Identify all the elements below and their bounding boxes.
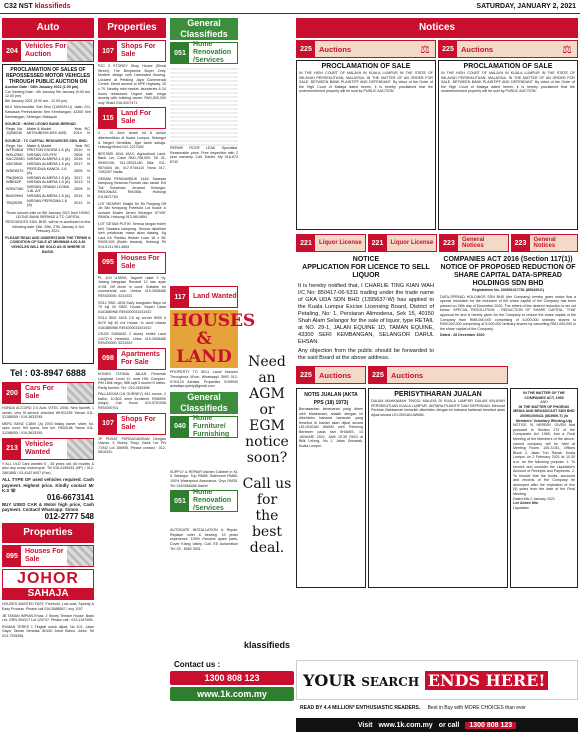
listing-honda: HONDA ACCORD 2.0 Auto VITEC 2006, New facelift, 1 owner, very fit service checked WHG2156 Yaman 011-31288055 / 019-3633295. bbox=[2, 406, 94, 420]
auto-column bbox=[2, 18, 94, 639]
table-row: WBK62P NISSAN ALMERA 1.5 (A) 2013 N bbox=[6, 180, 90, 185]
page-date: SATURDAY, JANUARY 2, 2021 bbox=[476, 3, 576, 10]
category-liquor-license-1[interactable]: 221 Liquor License bbox=[296, 234, 366, 252]
table-row: WDE8370 PERODUA KANCIL 1.6 (A) 2005 N bbox=[6, 166, 90, 176]
listing-property-to-sell: PROPERTY TO SELL Land/ Houses/ Throughout M'sia. Whatsapp/ SMS 012-5791124 Azhalia. Properties 0195040 azhaliaproperty@gmail.com bbox=[170, 370, 238, 389]
listing-merc: MERC BENZ C180K (A) 2003 Malay owner, silver, ful-spec cond, fell specs, low km. RM26,8k Yanus 011-31288055 / 019-3633295. bbox=[2, 421, 94, 435]
category-auctions-4[interactable]: 225 Auctions bbox=[368, 366, 508, 384]
listing-lot-nearby: LOT NEARBY Masjid Sri Bir Panjang Off Jln Bkt Kerayong Freehold Lot house & orchard Mukim Jeram Selangor 67'x90' RM40k. Hubungi 013-9814854 bbox=[98, 201, 166, 220]
page-code: C32 NST klassifieds bbox=[4, 3, 71, 10]
proclamation-notice-1: PROCLAMATION OF SALE IN THE HIGH COURT OF MALAYA IN KUALA LUMPUR IN THE STATE OF WILAYAH PERSEKUTUAN, MALAYSIA. IN THE MATTER OF AN ORDER FOR SALE. BETWEEN BANK PLAINTIFF AND DEFENDANT. By virtue of the Order of the High Court of Malaya dated herein, it is hereby proclaimed that the undermentioned property will be sold by PUBLIC AUCTION. bbox=[296, 60, 436, 230]
spacer bbox=[170, 164, 238, 284]
category-houses-for-sale-2[interactable]: 095 Houses For Sale bbox=[98, 252, 166, 274]
proclamation-notice-2: PROCLAMATION OF SALE IN THE HIGH COURT OF MALAYA IN KUALA LUMPUR IN THE STATE OF WILAYAH PERSEKUTUAN, MALAYSIA. IN THE MATTER OF AN ORDER FOR SALE. BETWEEN BANK PLAINTIFF AND DEFENDANT. By virtue of the Order of the High Court of Malaya dated herein, it is hereby proclaimed that the undermentioned property will be sold by PUBLIC AUCTION. bbox=[438, 60, 578, 230]
auction-proclamation-ad: PROCLAMATION OF SALES OF REPOSSESSED MOTOR VEHICLES THROUGH PUBLIC AUCTION ON Auction Date : 08th January 2021 (1.00 pm) Car Viewing Date : 4th January 9th January (9.00 am-12.00 pm) 8th January 2021 (9.00 am - 12.00 pm) MLV Merchandise Sdn Bhd (1169029-U) Jalan G/1, Kawasan Perindustrian Seri Kembangan, 43300 Seri Kembangan, Selangor, Malaysia SOURCE : HONG LEONG BANK BERHAD Regn. No. Make & Model Year RC JQN8230 MITSUBISHI ASX 4WD 2014 N SOURCE : TC CAPITAL RESOURCES SDN. BHD. Regn. No. Make & Model Year RC WTR4816 PROTON EXORA 1.6 (A) 2010 N WKU2552 NISSAN SYLPHY 2008 N SAC2006C NISSAN ALMERA 1.5 (A) 2016 N VAC9840 NISSAN ALMERA 1.5 (A) 2017 N WDE8370 PERODUA KANCIL 1.6 (A) 2005 N PNQ6603 NISSAN ALMERA 1.5 (A) 2017 N WBK62P NISSAN ALMERA 1.5 (A) 2013 N WSN7160 NISSAN GRAND LIVINA 1.8L A/T 2009 N BMG9994 NISSAN ALMERA 1.5 (A) 2014 N TBQ9295 NISSAN PERSONA 1.6 (A) 2012 N Those unsold units on 8th January 2021 from HONG LEONG BANK BERHAD & TC CAPITAL RESOURCES SDN. BHD. will be re-auctioned on the following date 13th, 20th, 27th January & 3rd February 2021. PLEASE READ AND UNDERSTAND THE TERMS & CONDITION OF SALE AT MINIMUM 4.00 A.M. VEHICLES WILL BE SOLD AS IS WHERE IS BASIS. bbox=[2, 64, 94, 364]
car-thumbnail-icon bbox=[67, 41, 93, 61]
footer-contact: Visit www.1k.com.my or call 1300 808 123 bbox=[296, 718, 578, 732]
share-capital-notice: COMPANIES ACT 2016 (Section 117(1)) NOTICE OF PROPOSED REDUCTION OF SHARE CAPITAL DATA-SPREAD HOLDINGS SDN BHD Registration No. 200901017781 (859435-K) DATA-SPREAD HOLDINGS SDN BHD (the Company) hereby gives notice that a special resolution for the reduction of the share capital of the Company has been passed on 28th day of December 2020. The extent of the desired reduction is set out below: SPECIAL RESOLUTION - REDUCTION OF SHARE CAPITAL. THAT approval be and is hereby given for the Company to reduce the share capital of the Company from RM6,000,000 comprising of 6,000,000 ordinary shares to RM5,000,000 comprising of 5,000,000 ordinary shares by cancelling RM1,000,000 in the share capital of the Company. Dated : 28 December 2020 bbox=[440, 256, 576, 338]
notis-jualan: NOTIS JUALAN (AKTA PPS (18) 1973) Berdasarkan kebenaran yang diberi oleh Mahkamah, adalah dengan ini diberitahu bahawa hartanah yang tersebut di bawah akan dijual secara LELONGAN AWAM oleh Pelelong Berlesen pada hari KHAMIS, 14 JANUARI 2021, JAM 10.30 PAGI di Bilik Lelong, No 1, Jalan Semarak, Kuala Lumpur. bbox=[296, 388, 366, 588]
table-row: BMG9994 NISSAN ALMERA 1.5 (A) 2014 N bbox=[6, 194, 90, 199]
listing-buy: BUY USED CAR & Motor high price, Cash payment. Contact/ Whatsapp: Simon bbox=[2, 501, 94, 513]
general-classifieds-column bbox=[170, 18, 256, 551]
listing-repair-roof: REPAIR ROOF LEAK Specialist. Reasonable price. Free inspection with 2 year warranty. Call. Daniel. My 016-673 8742. bbox=[170, 146, 238, 164]
car-thumbnail-icon bbox=[67, 383, 93, 403]
page-header bbox=[0, 0, 580, 14]
auto-section-header: Auto bbox=[2, 18, 94, 38]
table-row: TBQ9295 NISSAN PERSONA 1.6 (A) 2012 N bbox=[6, 198, 90, 208]
listing-usj20: USJ20 SUBANG 2 storey endlot Land 14x72+4 Herefold. Urina 019-2836466 RENO0000. 5231922 bbox=[98, 332, 166, 346]
listing-houses-wanted: HOUSES WANTED FAST, Freehold, Low-cost, Speedy & Easy Process. Please call 016-5588587 / ecy 1157 bbox=[2, 602, 94, 611]
perisytiharan-jualan: PERISYTIHARAN JUALAN DALAM MAHKAMAH TINGGI MALAYA DI KUALA LUMPUR DALAM WILAYAH PERSEKUTUAN KUALA LUMPUR. ANTARA PLAINTIF DAN DEFENDAN. Menurut Perintah Mahkamah bertarikh diberitahu dengan ini bahawa hartanah tersebut akan dijual secara LELONGAN AWAM. bbox=[368, 388, 508, 588]
members-winding-up-notice: IN THE MATTER OF THE COMPANIES ACT, 1965 AND IN THE MATTER OF PHOENIX MEDIA AND BROADCAST SDN BHD 200901005411 (863989-T) (In Members' Voluntary Winding-Up) NOTICE IS HEREBY GIVEN that pursuant to Section 272 of the Companies Act 1965, that a Final Meeting of the Members of the above-named company will be held at Meeting Room, 100-3.041, Offices Block 2, Jalan Tun Razak, Kuala Lumpur on 2 February 2021 at 10.30 a.m. for the following purpose: 1. To receive and consider the Liquidator's Account of Receipts and Payments. 2. To resolve that the books, accounts and records of the Company be destroyed after the expiration of five (5) years from the date of the Final Meeting. Dated this 2 January 2021 Lee Aimee Min Liquidator bbox=[510, 388, 578, 588]
listing-plm: PL JLN UTARA, 3sgoret raket 2 riy. Jarang bangulan Renault 12 sas ayan 4+28. Off Move in cond. Suitable for commercial use. Urbina 019-2836466 RENO0000. 5231922 bbox=[98, 275, 166, 298]
table-row: WKU2552 NISSAN SYLPHY 2008 N bbox=[6, 152, 90, 157]
properties-mid-section-header: Properties bbox=[98, 18, 166, 38]
footer-phone[interactable]: 1300 808 123 bbox=[465, 722, 516, 729]
agm-ad-footer bbox=[240, 640, 294, 650]
banner-tagline: READ BY 4.4 MILLION* ENTHUSIASTIC READERS. Best in Buy with MORE CHOICES than ever bbox=[300, 705, 526, 711]
vehicle-table-2: Regn. No. Make & Model Year RC WTR4816 PROTON EXORA 1.6 (A) 2010 N WKU2552 NISSAN SYLPHY 2008 N SAC2006C NISSAN ALMERA 1.5 (A) 2016 N VAC9840 NISSAN ALMERA 1.5 (A) 2017 N WDE8370 PERODUA KANCIL 1.6 (A) 2005 N PNQ6603 NISSAN ALMERA 1.5 (A) 2017 N WBK62P NISSAN ALMERA 1.5 (A) 2013 N WSN7160 NISSAN GRAND LIVINA 1.8L A/T 2009 N BMG9994 NISSAN ALMERA 1.5 (A) 2014 N TBQ9295 NISSAN PERSONA 1.6 (A) 2012 N bbox=[6, 143, 90, 208]
category-houses-for-sale[interactable]: 095 Houses For Sale bbox=[2, 545, 94, 567]
listing-taman-impian: JB TAMAN IMPIAN Emas. 2 Storey Terrace House. Bank Let. GRN 394317 Lot 125747. Please call : 013-1347655. bbox=[2, 613, 94, 623]
houses-land-ad: HOUSES & LAND bbox=[172, 311, 256, 368]
notices-section-header: Notices bbox=[296, 18, 578, 38]
spacer bbox=[170, 514, 238, 528]
table-row: JQN8230 MITSUBISHI ASX 4WD 2014 N bbox=[6, 131, 90, 136]
table-row: WTR4816 PROTON EXORA 1.6 (A) 2010 N bbox=[6, 148, 90, 153]
listing-palladium: PALLADIUM (LN GURNEY) 941 rooms, 2 baths. 10,803 semi furnished RM650K (nego) Call Kuusi 019-5751058 RENO00701 bbox=[98, 392, 166, 411]
listing-supply-repair: SUPPLY & REPAIR kitchen Cabinet in KL & Selangor. Top RM85. Bathroom RM65, 100% Waterproof Assurance. Oryx RM35. Tel: 0163366486 Daniel bbox=[170, 469, 238, 488]
renovation-image bbox=[170, 66, 238, 146]
listing-autogate: AUTOGATE INSTALLATION & Repair. Replace roller & bearing. 19 years experience. 100% Genuine spare parts. Cover Klang Valley. Call. EE Automation Tel: 03 - 8062 3931. bbox=[170, 528, 238, 551]
properties-column bbox=[98, 18, 166, 455]
category-vehicles-wanted[interactable]: 213 Vehicles Wanted bbox=[2, 438, 94, 460]
spacer bbox=[170, 440, 238, 470]
gavel-icon: ⚖ bbox=[420, 43, 430, 56]
phone-number-2[interactable]: 012-2777 548 bbox=[44, 512, 94, 522]
category-home-renovation[interactable]: 051 Home Renovation /Services bbox=[170, 42, 238, 64]
car-thumbnail-icon bbox=[67, 439, 93, 459]
footer-website[interactable]: www.1k.com.my bbox=[378, 721, 433, 729]
listing-ss12: SS12 SBG JAYA Sal/y bangulam Bayo lot 79 tnjl 30 SIMC House. Seperl Utara 0161880966 RENO00031531922 bbox=[98, 300, 166, 314]
vehicle-table-1: Regn. No. Make & Model Year RC JQN8230 MITSUBISHI ASX 4WD 2014 N bbox=[6, 126, 90, 136]
category-shops-for-sale[interactable]: 107 Shops For Sale bbox=[98, 40, 166, 62]
house-thumbnail-icon bbox=[67, 546, 93, 566]
listing-lot-getam: LOT GETAM PUTIH. Semua tangan boleh beli. Saasara kampung. Semua dipelihari oleh pelaburan masa akan datang. Kg Lara Kb Rantau Hisban Luas 18 x 56' RM35,000 (Boleh lewarai). Hubungi Ph 014-5131.981.4854 bbox=[98, 222, 166, 249]
klassifieds-logo: klassifieds bbox=[243, 640, 291, 650]
table-row: PNQ6603 NISSAN ALMERA 1.5 (A) 2017 N bbox=[6, 175, 90, 180]
category-auctions-1[interactable]: 225 Auctions ⚖ bbox=[296, 40, 436, 58]
listing-p2c: P2C 3 STOREY Shop House (Shoal Street), The Benjamins Buyer Only. Modern design with Laminated flooring. Located at Petaling Jaya Commercial Centre. Direct access to NPE Highway. 20 x 70. Nearby mini market, launderies & 24 hours restaurant. Urgent sale: mega density with building owner. RM1,600,000 only Ghani 016-6207471 bbox=[98, 64, 166, 105]
listing-land1: 3 - 10 Acre tanah lot & dusun diberhentikan di Kuala Lumpur, Selangor & Negeri Sembilan. Ajar tarah sahaja. Hubungi Mohd 012-2217269 bbox=[98, 131, 166, 150]
need-agm-ad: Need an AGM or EGM notice soon? Call us for the best deal. bbox=[242, 354, 292, 556]
category-general-notices-2[interactable]: 223 General Notices bbox=[511, 234, 579, 252]
contact-phone[interactable]: 1300 808 123 bbox=[170, 671, 294, 685]
liquor-licence-notice: NOTICE APPLICATION FOR LICENCE TO SELL LIQUOR It is hereby notified that, I CHARLIE TING KIAN WAH I/C No: 850417-06-5311 trading under the trade name of GKA UDA SDN BHD (1395637-W) has applied to the Kuala Lumpur Excise Licensing Board, District of Petaling, No: 1, Persiaran Alimodena, Sek 15, 40150 Shah Alam Selangor for the sale of liquor, type RETAIL at NO. 29-1, JALAN EQUINE 1D, TAMAN EQUINE, 43300 SERI KEMBANGAN, SELANGOR DARUL EHSAN. Any objection from the public should be forwarded to the said Board at the above address. bbox=[298, 256, 434, 361]
category-auctions-2[interactable]: 225 Auctions ⚖ bbox=[438, 40, 578, 58]
notices-column bbox=[296, 18, 578, 590]
brand-logo: klassifieds bbox=[34, 3, 71, 10]
phone-number-1[interactable]: 016-6673141 bbox=[46, 492, 94, 502]
contact-box: Contact us : 1300 808 123 www.1k.com.my bbox=[170, 660, 294, 703]
listing-gebam: GEBAM PENDAMBLIK 14AC Saasara kampung Besenta Rumah dan tanah Ext Tok Sukaiman Jerantut Selangor. RM100k/AC RM150k. Hubungi 0113671763 bbox=[98, 176, 166, 200]
category-liquor-license-2[interactable]: 221 Liquor License bbox=[368, 234, 438, 252]
category-land-wanted[interactable]: 117 Land Wanted bbox=[170, 286, 238, 308]
category-shops-for-sale-2[interactable]: 107 Shops For Sale bbox=[98, 413, 166, 435]
listing-all-old: !! ALL OLD Cars wanted 5 - 35 years old. All models & also any scrap motorcycle. Tel 016-4199433 (HP) / 012-2661885 / 03-4142 6007 (Fax) bbox=[2, 461, 94, 475]
category-home-renovation-2[interactable]: 051 Home Renovation /Services bbox=[170, 490, 238, 512]
your-search-banner: YOUR SEARCH ENDS HERE! bbox=[296, 660, 578, 700]
listing-all-type: ALL TYPE OF used vehicles required. Cash payment. Highest price. Kindly contact Mr K.S ☏ bbox=[2, 477, 94, 493]
contact-website[interactable]: www.1k.com.my bbox=[170, 687, 294, 701]
category-cars-for-sale[interactable]: 200 Cars For Sale bbox=[2, 382, 94, 404]
agm-ad-column bbox=[240, 350, 294, 560]
listing-ss14: SS14 SBG JAYA 2.5 dy corner 6000 d 5x79 tnjl 40 rml House. In cond Utaras 0161880966 RENO00031531922 bbox=[98, 316, 166, 330]
general-classifieds-header-2: General Classifieds bbox=[170, 392, 238, 414]
category-auctions-3[interactable]: 225 Auctions bbox=[296, 366, 366, 384]
johor-sahaja-ad: JOHOR SAHAJA bbox=[2, 569, 94, 600]
listing-bestari: BESTARI JAYA 10AC, Agricultural Land, Bank Let, Cash RM1,798,000. Tel 01-59492108, 011-39321180 Bila, 011-9874454 Ali, 017-9740410 Hana 017-7493257 Nadia. bbox=[98, 151, 166, 175]
general-classifieds-header: General Classifieds bbox=[170, 18, 238, 40]
listing-ruman-teres: RUMAN TERES 1 Tingkat untuk dijual, No 101, Jalan Gaya, Taman Sentosa, 80150 Johor Bahru, Johor. Tel 013-7205396. bbox=[2, 624, 94, 638]
gavel-icon: ⚖ bbox=[562, 43, 572, 56]
category-vehicles-for-auction[interactable]: 204 Vehicles For Auction bbox=[2, 40, 94, 62]
properties-section-header: Properties bbox=[2, 523, 94, 543]
category-apartments-for-sale[interactable]: 098 Apartments For Sale bbox=[98, 348, 166, 370]
table-row: WSN7160 NISSAN GRAND LIVINA 1.8L A/T 2009 N bbox=[6, 184, 90, 194]
listing-jp-pusat: JP PUSAT PERDAGANGAN Dengan Utama. 3 Storey Shop. Bank Let PN 71942 Lot 156955. Please contact : 012-5815331. bbox=[98, 436, 166, 455]
table-row: VAC9840 NISSAN ALMERA 1.5 (A) 2017 N bbox=[6, 161, 90, 166]
auction-phone[interactable]: Tel : 03-8947 6888 bbox=[10, 368, 86, 378]
category-land-for-sale[interactable]: 115 Land For Sale bbox=[98, 107, 166, 129]
category-general-notices-1[interactable]: 223 General Notices bbox=[439, 234, 509, 252]
table-row: SAC2006C NISSAN ALMERA 1.5 (A) 2016 N bbox=[6, 157, 90, 162]
listing-kondo: KONDO ISTANA, JALAN Perumah Langkawi, Level 12, near HKL Complex. RM 180k nego, 988 sqft 3 rooms+2 baths. Partly furnish. Tel : 019-3451696 bbox=[98, 371, 166, 390]
category-home-furniture[interactable]: 040 Home Furniture/ Furnishing bbox=[170, 416, 238, 438]
